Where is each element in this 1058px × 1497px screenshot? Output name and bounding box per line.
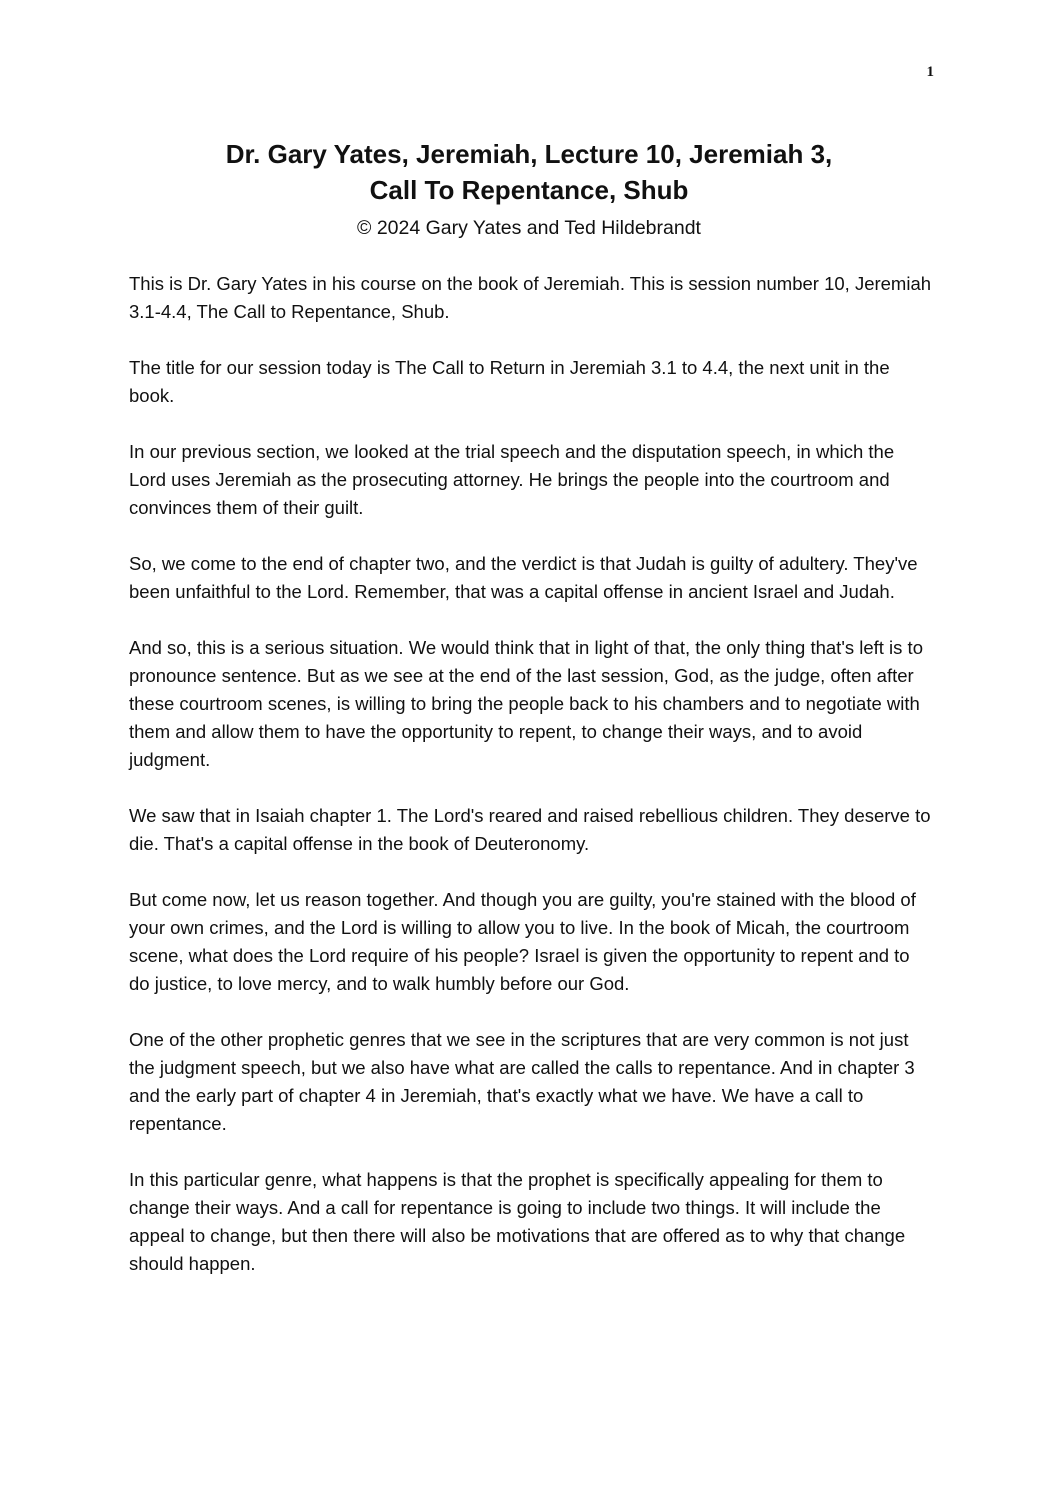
paragraph: The title for our session today is The Call to Return in Jeremiah 3.1 to 4.4, the next unit in the book. bbox=[129, 357, 890, 406]
paragraph: One of the other prophetic genres that we see in the scriptures that are very common is not just the judgment speech, but we also have what are called the calls to repentance. And in chapter 3 and the early part of chapter 4 in Jeremiah, that's exactly what we have. We have a call to repentance. bbox=[129, 1029, 915, 1134]
paragraph: But come now, let us reason together. And though you are guilty, you're stained with the blood of your own crimes, and the Lord is willing to allow you to live. In the book of Micah, the courtroom scene, what does the Lord require of his people? Israel is given the opportunity to repent and to do justice, to love mercy, and to walk humbly before our God. bbox=[129, 889, 916, 994]
title-line-2: Call To Repentance, Shub bbox=[369, 175, 689, 205]
paragraph: In our previous section, we looked at the trial speech and the disputation speech, in which the Lord uses Jeremiah as the prosecuting attorney. He brings the people into the courtroom and convinces them of their guilt. bbox=[129, 441, 895, 518]
paragraph: We saw that in Isaiah chapter 1. The Lord's reared and raised rebellious children. They deserve to die. That's a capital offense in the book of Deuteronomy. bbox=[129, 805, 931, 854]
copyright-notice: © 2024 Gary Yates and Ted Hildebrandt bbox=[357, 217, 701, 239]
paragraph: In this particular genre, what happens is that the prophet is specifically appealing for them to change their ways. And a call for repentance is going to include two things. It will include the appeal to change, but then there will also be motivations that are offered as to why that change should happen. bbox=[129, 1169, 906, 1274]
paragraph: So, we come to the end of chapter two, and the verdict is that Judah is guilty of adultery. They've been unfaithful to the Lord. Remember, that was a capital offense in ancient Israel and Judah. bbox=[129, 553, 918, 602]
document-body bbox=[129, 270, 935, 1306]
document-title bbox=[100, 136, 958, 208]
paragraph: This is Dr. Gary Yates in his course on the book of Jeremiah. This is session number 10, Jeremiah 3.1-4.4, The Call to Repentance, Shub. bbox=[129, 273, 932, 322]
title-line-1: Dr. Gary Yates, Jeremiah, Lecture 10, Jeremiah 3, bbox=[225, 139, 833, 169]
paragraph: And so, this is a serious situation. We would think that in light of that, the only thing that's left is to pronounce sentence. But as we see at the end of the last session, God, as the judge, often after these courtroom scenes, is willing to bring the people back to his chambers and to negotiate with them and allow them to have the opportunity to repent, to change their ways, and to avoid judgment. bbox=[129, 637, 923, 770]
page-number: 1 bbox=[926, 64, 934, 80]
